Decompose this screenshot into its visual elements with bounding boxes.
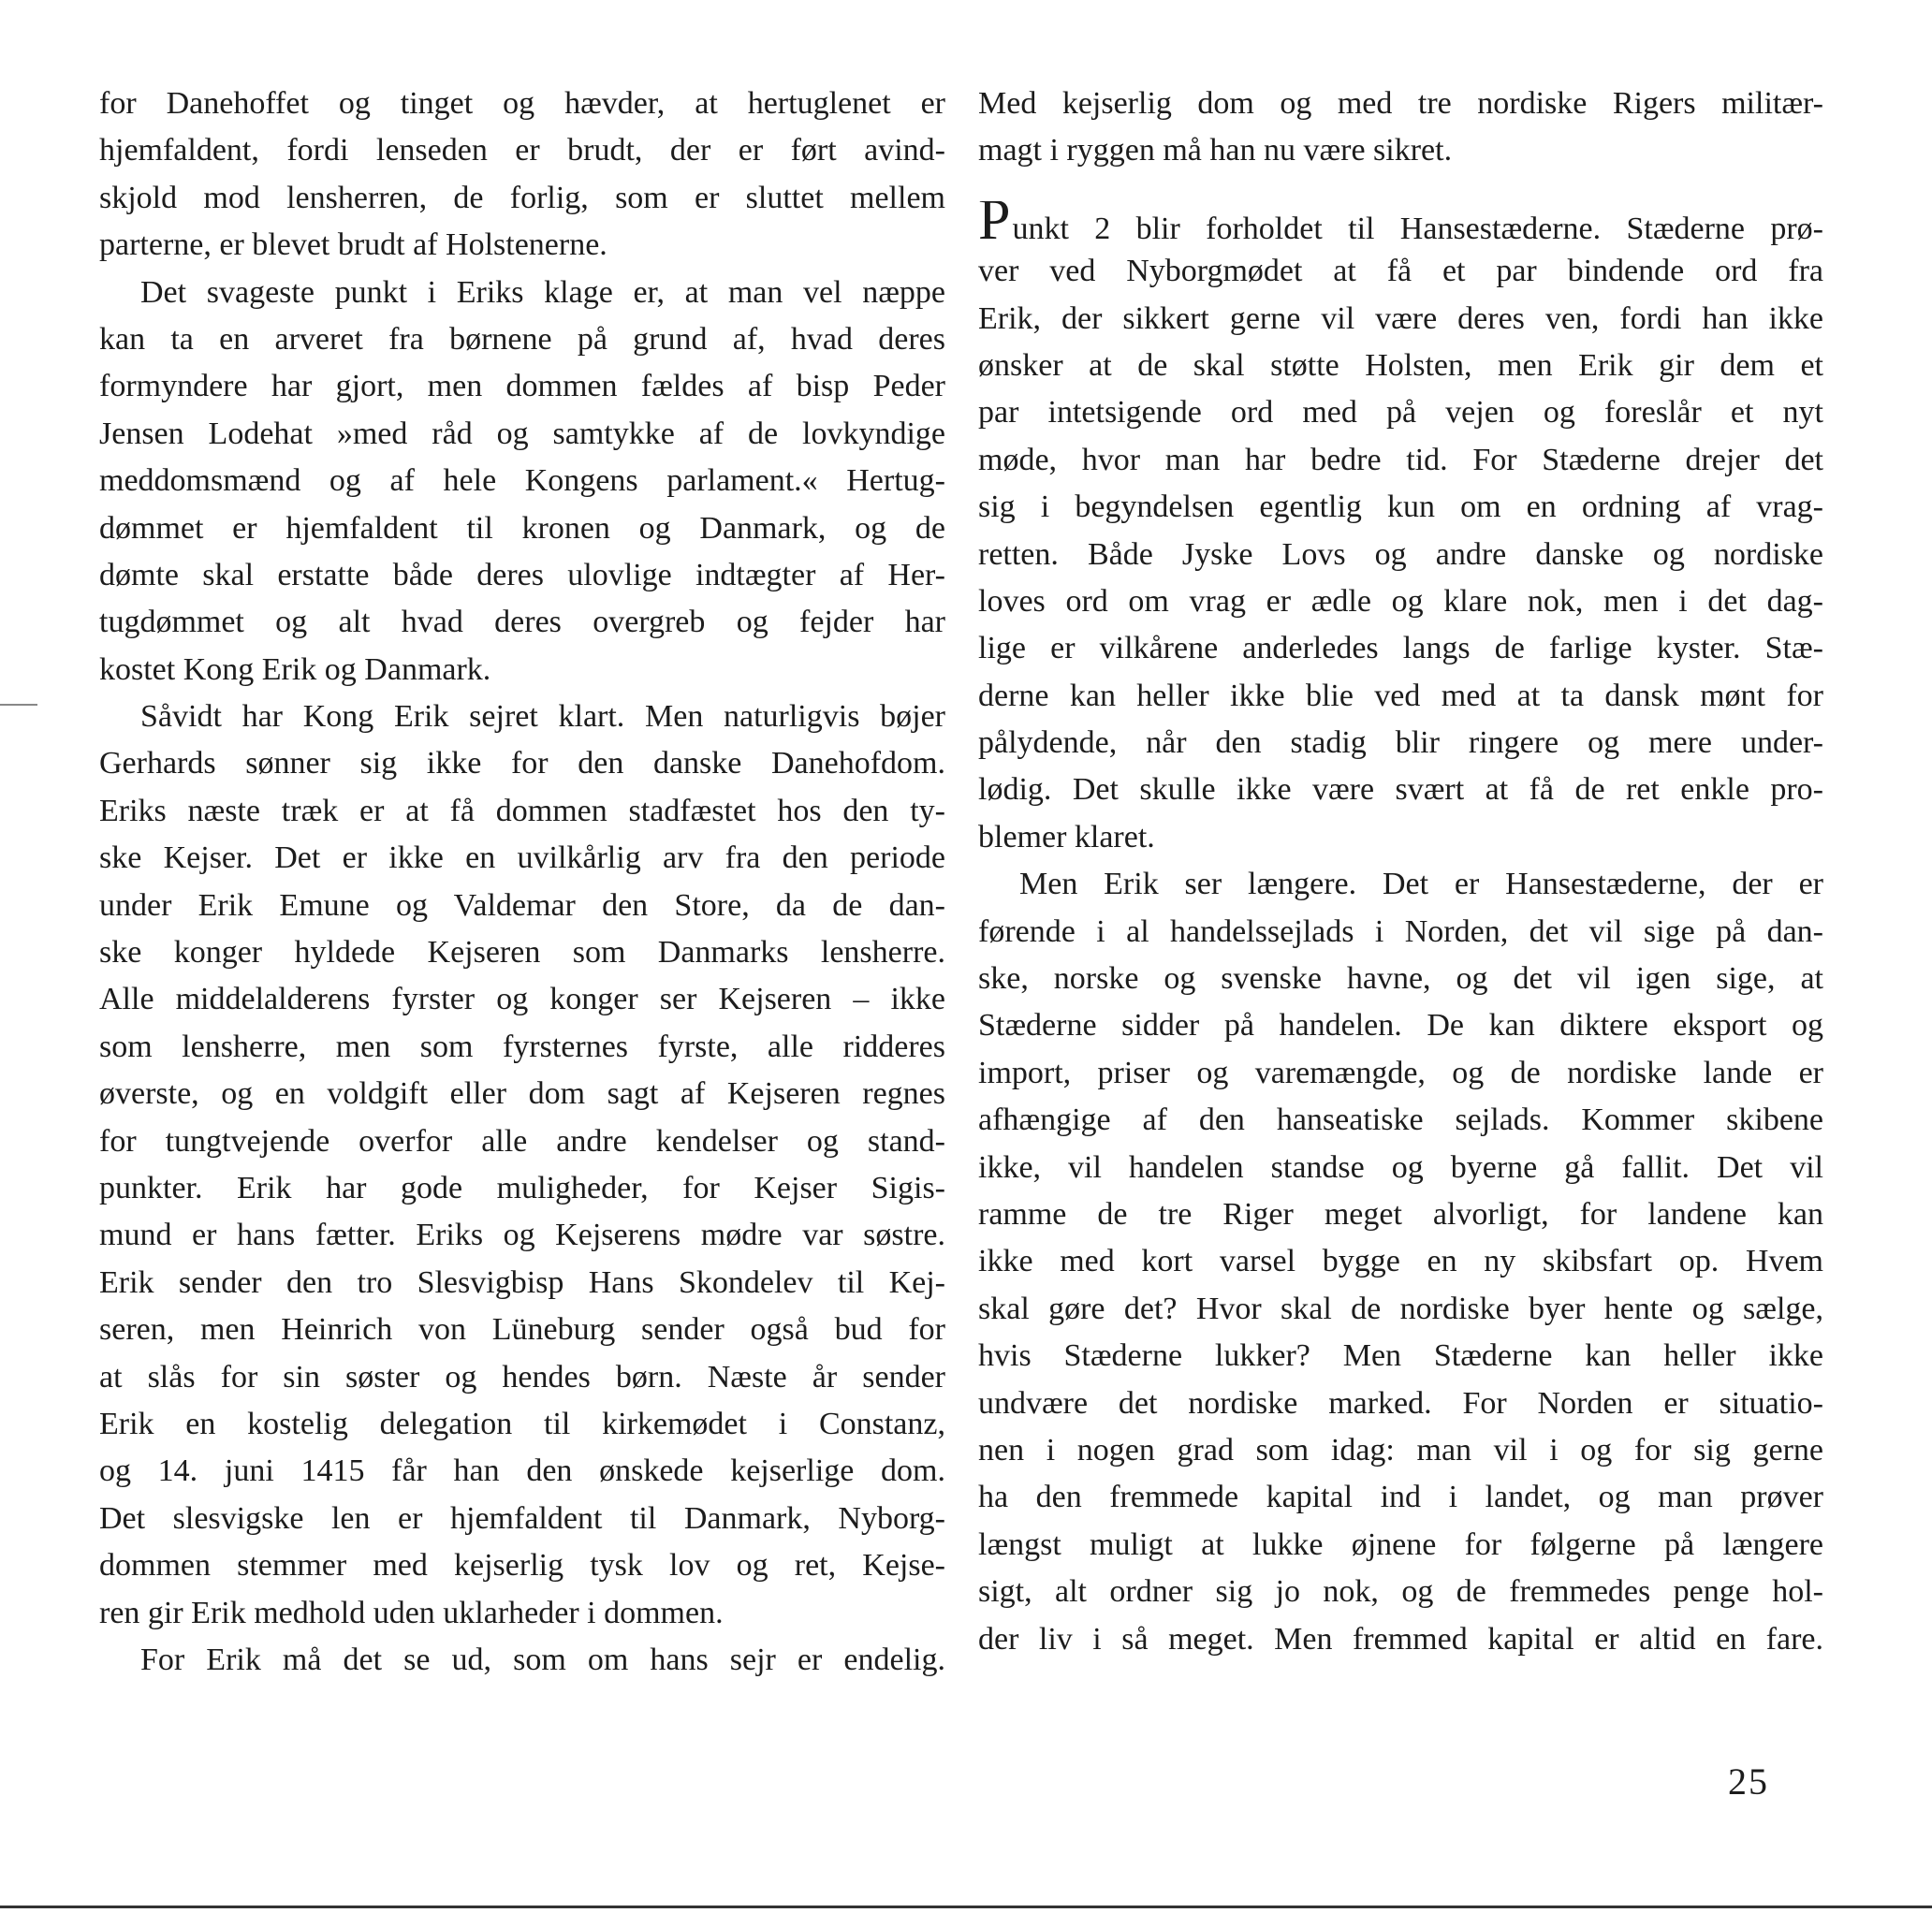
text-line: undvære det nordiske marked. For Norden er situatio-: [978, 1385, 1823, 1421]
text-line: førende i al handelssejlads i Norden, det vil sige på dan-: [978, 913, 1823, 949]
margin-mark: [0, 704, 37, 706]
text-line: derne kan heller ikke blie ved med at ta dansk mønt for: [978, 678, 1823, 713]
text-line: nen i nogen grad som idag: man vil i og for sig gerne: [978, 1432, 1823, 1468]
text-line: seren, men Heinrich von Lüneburg sender også bud for: [99, 1312, 945, 1348]
text-line: som lensherre, men som fyrsternes fyrste, alle ridderes: [99, 1029, 945, 1064]
text-line: formyndere har gjort, men dommen fældes af bisp Peder: [99, 369, 945, 404]
text-line: hjemfaldent, fordi lenseden er brudt, der er ført avind-: [99, 133, 945, 168]
text-line: Erik en kostelig delegation til kirkemødet i Constanz,: [99, 1406, 945, 1441]
text-line: meddomsmænd og af hele Kongens parlament.« Hertug-: [99, 463, 945, 499]
text-line: ver ved Nyborgmødet at få et par bindende ord fra: [978, 254, 1823, 289]
text-line: [978, 201, 1823, 248]
text-line: skal gøre det? Hvor skal de nordiske byer hente og sælge,: [978, 1291, 1823, 1326]
text-line: lige er vilkårene anderledes langs de farlige kyster. Stæ-: [978, 631, 1823, 666]
text-line: ikke, vil handelen standse og byerne gå fallit. Det vil: [978, 1149, 1823, 1185]
text-line: sig i begyndelsen egentlig kun om en ordning af vrag-: [978, 489, 1823, 525]
text-line: Det slesvigske len er hjemfaldent til Danmark, Nyborg-: [99, 1500, 945, 1536]
text-line: Det svageste punkt i Eriks klage er, at man vel næppe: [140, 274, 945, 310]
right-column: [978, 80, 1823, 1663]
text-line: Såvidt har Kong Erik sejret klart. Men naturligvis bøjer: [140, 699, 945, 735]
left-column: [99, 80, 945, 1684]
text-line: kan ta en arveret fra børnene på grund af, hvad deres: [99, 321, 945, 357]
text-line: lødig. Det skulle ikke være svært at få de ret enkle pro-: [978, 772, 1823, 808]
text-line: dømte skal erstatte både deres ulovlige indtægter af Her-: [99, 557, 945, 592]
text-line: dømmet er hjemfaldent til kronen og Danmark, og de: [99, 510, 945, 546]
text-line: længst muligt at lukke øjnene for følgerne på længere: [978, 1526, 1823, 1562]
text-line: loves ord om vrag er ædle og klare nok, men i det dag-: [978, 583, 1823, 619]
text-line: for Danehoffet og tinget og hævder, at hertuglenet er: [99, 86, 945, 121]
text-line: Jensen Lodehat »med råd og samtykke af de lovkyndige: [99, 416, 945, 451]
text-line: Alle middelalderens fyrster og konger ser Kejseren – ikke: [99, 982, 945, 1017]
text-line: afhængige af den hanseatiske sejlads. Kommer skibene: [978, 1103, 1823, 1138]
text-line: Erik, der sikkert gerne vil være deres ven, fordi han ikke: [978, 300, 1823, 336]
text-line: punkter. Erik har gode muligheder, for Kejser Sigis-: [99, 1170, 945, 1205]
text-line: ha den fremmede kapital ind i landet, og man prøver: [978, 1480, 1823, 1515]
text-line: Stæderne sidder på handelen. De kan diktere eksport og: [978, 1008, 1823, 1044]
text-line: ønsker at de skal støtte Holsten, men Erik gir dem et: [978, 347, 1823, 383]
drop-cap: P: [978, 200, 1013, 249]
text-line: møde, hvor man har bedre tid. For Stæderne drejer det: [978, 442, 1823, 477]
bottom-edge: [0, 1906, 1932, 1908]
text-line: blemer klaret.: [978, 819, 1155, 854]
text-line: ramme de tre Riger meget alvorligt, for landene kan: [978, 1196, 1823, 1232]
text-line: ren gir Erik medhold uden uklarheder i dommen.: [99, 1595, 724, 1630]
text-line: mund er hans fætter. Eriks og Kejserens mødre var søstre.: [99, 1218, 945, 1253]
page-number: 25: [1728, 1760, 1769, 1803]
text-line: ikke med kort varsel bygge en ny skibsfart op. Hvem: [978, 1244, 1823, 1279]
text-line: Eriks næste træk er at få dommen stadfæstet hos den ty-: [99, 793, 945, 828]
right-column-body: [978, 201, 1823, 1663]
text-line: Gerhards sønner sig ikke for den danske Danehofdom.: [99, 746, 945, 781]
text-line: skjold mod lensherren, de forlig, som er sluttet mellem: [99, 180, 945, 215]
text-line: for tungtvejende overfor alle andre kendelser og stand-: [99, 1123, 945, 1159]
text-line: tugdømmet og alt hvad deres overgreb og fejder har: [99, 605, 945, 640]
right-column-intro: [978, 80, 1823, 175]
text-line: ske, norske og svenske havne, og det vil igen sige, at: [978, 961, 1823, 997]
text-line: magt i ryggen må han nu være sikret.: [978, 133, 1453, 168]
text-line: under Erik Emune og Valdemar den Store, da de dan-: [99, 887, 945, 923]
text-line: Men Erik ser længere. Det er Hansestæderne, der er: [1019, 867, 1823, 902]
text-line: import, priser og varemængde, og de nordiske lande er: [978, 1055, 1823, 1090]
text-line: retten. Både Jyske Lovs og andre danske og nordiske: [978, 536, 1823, 572]
text-line: parterne, er blevet brudt af Holstenerne.: [99, 227, 607, 263]
text-line: dommen stemmer med kejserlig tysk lov og ret, Kejse-: [99, 1548, 945, 1584]
text-line: øverste, og en voldgift eller dom sagt af Kejseren regnes: [99, 1076, 945, 1112]
text-line: Med kejserlig dom og med tre nordiske Rigers militær-: [978, 86, 1823, 121]
text-line-rest: unkt 2 blir forholdet til Hansestæderne. Stæderne prø-: [1012, 211, 1823, 246]
text-line: pålydende, når den stadig blir ringere og mere under-: [978, 725, 1823, 761]
text-line: sigt, alt ordner sig jo nok, og de fremmedes penge hol-: [978, 1574, 1823, 1610]
text-line: at slås for sin søster og hendes børn. Næste år sender: [99, 1359, 945, 1395]
text-line: ske konger hyldede Kejseren som Danmarks lensherre.: [99, 935, 945, 971]
text-line: For Erik må det se ud, som om hans sejr er endelig.: [140, 1642, 945, 1677]
section-gap: [978, 175, 1823, 201]
text-line: ske Kejser. Det er ikke en uvilkårlig arv fra den periode: [99, 840, 945, 876]
text-line: der liv i så meget. Men fremmed kapital er altid en fare.: [978, 1621, 1823, 1657]
text-line: og 14. juni 1415 får han den ønskede kejserlige dom.: [99, 1453, 945, 1489]
text-line: hvis Stæderne lukker? Men Stæderne kan heller ikke: [978, 1338, 1823, 1374]
text-line: kostet Kong Erik og Danmark.: [99, 651, 491, 687]
text-line: par intetsigende ord med på vejen og foreslår et nyt: [978, 395, 1823, 431]
text-line: Erik sender den tro Slesvigbisp Hans Skondelev til Kej-: [99, 1264, 945, 1300]
